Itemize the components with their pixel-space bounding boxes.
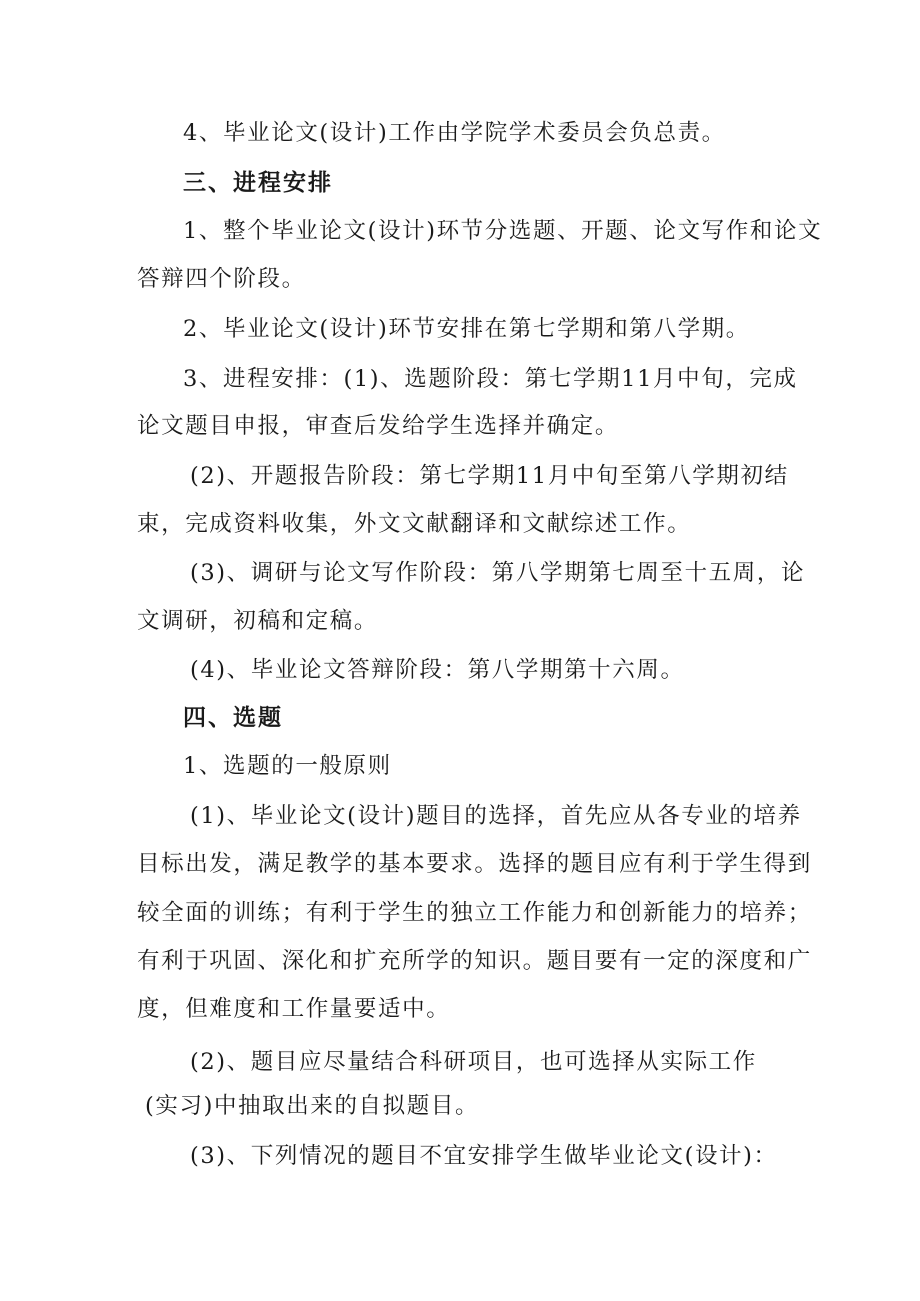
paragraph-line: (3)、下列情况的题目不宜安排学生做毕业论文(设计)： <box>190 1143 778 1169</box>
paragraph-line: 束，完成资料收集，外文文献翻译和文献综述工作。 <box>137 511 692 537</box>
paragraph-line: 文调研，初稿和定稿。 <box>137 608 379 634</box>
paragraph-line: (2)、开题报告阶段：第七学期11月中旬至第八学期初结 <box>190 463 789 489</box>
paragraph-line: 答辩四个阶段。 <box>137 266 306 292</box>
paragraph-line: 较全面的训练；有利于学生的独立工作能力和创新能力的培养； <box>137 900 812 926</box>
paragraph-line: 度，但难度和工作量要适中。 <box>137 996 451 1022</box>
section-heading-topic: 四、选题 <box>183 705 283 731</box>
paragraph-line: 2、毕业论文(设计)环节安排在第七学期和第八学期。 <box>183 316 750 342</box>
paragraph-item-4: 4、毕业论文(设计)工作由学院学术委员会负总责。 <box>183 120 726 146</box>
paragraph-line: (实习)中抽取出来的自拟题目。 <box>145 1093 480 1119</box>
paragraph-line: 3、进程安排：(1)、选题阶段：第七学期11月中旬，完成 <box>183 366 798 392</box>
paragraph-line: (3)、调研与论文写作阶段：第八学期第七周至十五周，论 <box>190 560 806 586</box>
section-heading-schedule: 三、进程安排 <box>183 170 333 196</box>
paragraph-line: 论文题目申报，审查后发给学生选择并确定。 <box>137 413 620 439</box>
paragraph-line: (4)、毕业论文答辩阶段：第八学期第十六周。 <box>190 657 685 683</box>
subsection-heading: 1、选题的一般原则 <box>183 753 392 779</box>
paragraph-line: (2)、题目应尽量结合科研项目，也可选择从实际工作 <box>190 1049 757 1075</box>
paragraph-line: 1、整个毕业论文(设计)环节分选题、开题、论文写作和论文 <box>183 218 823 244</box>
paragraph-line: 有利于巩固、深化和扩充所学的知识。题目要有一定的深度和广 <box>137 948 812 974</box>
paragraph-line: (1)、毕业论文(设计)题目的选择，首先应从各专业的培养 <box>190 803 802 829</box>
paragraph-line: 目标出发，满足教学的基本要求。选择的题目应有利于学生得到 <box>137 851 812 877</box>
